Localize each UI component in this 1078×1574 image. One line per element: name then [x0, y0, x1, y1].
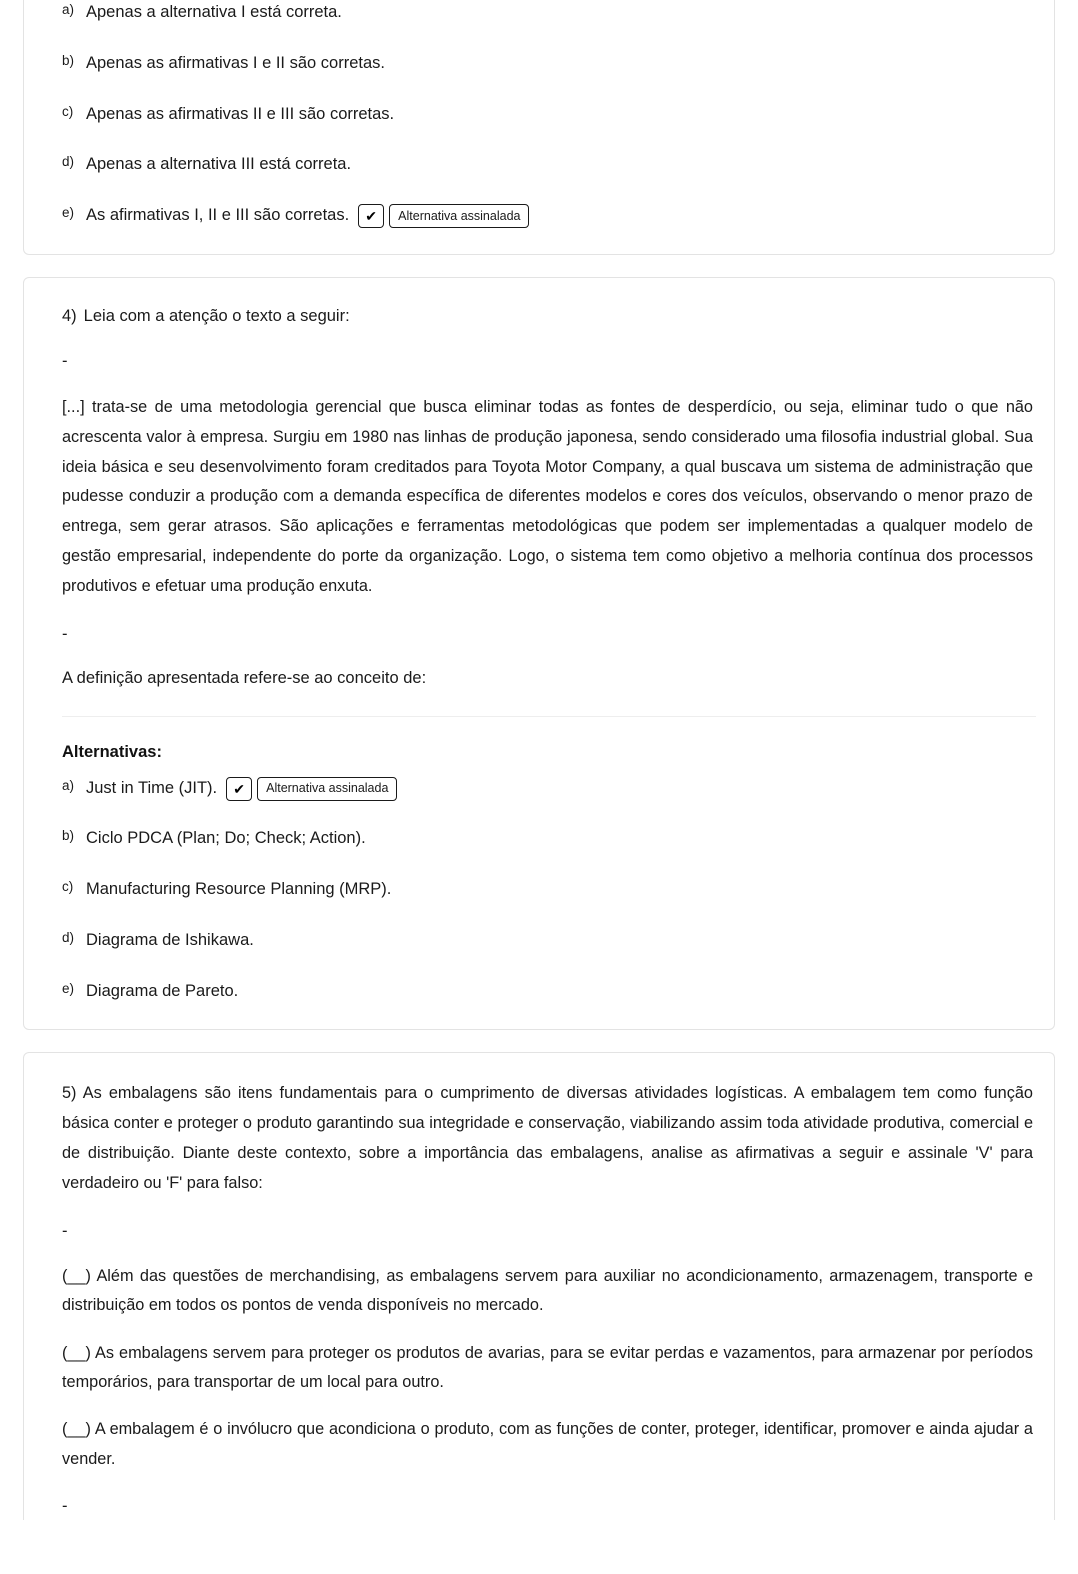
alternative-text: Ciclo PDCA (Plan; Do; Check; Action). [86, 829, 366, 848]
question-heading-text: Leia com a atenção o texto a seguir: [83, 306, 350, 325]
true-false-statement[interactable]: (__) Além das questões de merchandising, as embalagens servem para auxiliar no acondicionamento, armazenagem, transporte e distribuição em todos os pontos de venda disponíveis no mercado. [62, 1267, 1033, 1315]
alternatives-heading: Alternativas: [62, 742, 162, 761]
alternative-option[interactable] [62, 826, 1036, 851]
question-number: 4) [62, 306, 77, 325]
alternative-option[interactable] [62, 928, 1036, 953]
question-card-5 [23, 1052, 1055, 1519]
alternative-text: As afirmativas I, II e III são corretas. [86, 206, 350, 224]
alternative-option[interactable] [62, 102, 1036, 127]
question-4-passage: [...] trata-se de uma metodologia gerencial que busca eliminar todas as fontes de desperdício, ou seja, eliminar tudo o que não acrescenta valor à empresa. Surgiu em 1980 nas linhas de produção japonesa, sendo considerado uma filosofia industrial global. Sua ideia básica e seu desenvolvimento foram creditados para Toyota Motor Company, a qual buscava um sistema de administração que pudesse conduzir a produção com a demanda específica de diferentes modelos e cores dos veículos, observando o menor prazo de entrega, sem gerar atrasos. São aplicações e ferramentas metodológicas que podem ser implementadas a qualquer modelo de gestão empresarial, independente do porte da organização. Logo, o sistema tem como objetivo a melhoria contínua dos processos produtivos e efetuar uma produção enxuta. [62, 397, 1033, 595]
alternative-text: Diagrama de Ishikawa. [86, 930, 254, 949]
alternative-letter: d) [62, 929, 75, 945]
alternative-option[interactable] [62, 51, 1036, 76]
marked-badge-label: Alternativa assinalada [389, 204, 529, 228]
true-false-statement[interactable]: (__) A embalagem é o invólucro que acondiciona o produto, com as funções de conter, proteger, identificar, promover e ainda ajudar a vender. [62, 1420, 1033, 1468]
check-icon: ✔ [226, 777, 252, 801]
alternative-text: Apenas a alternativa III está correta. [86, 155, 352, 174]
true-false-statements [44, 1262, 1036, 1474]
alternative-option[interactable] [62, 152, 1036, 177]
alternative-text: Apenas as afirmativas I e II são corretas. [86, 53, 385, 72]
alternative-option-selected[interactable] [62, 776, 1036, 801]
marked-badge [358, 204, 529, 228]
true-false-statement[interactable]: (__) As embalagens servem para proteger os produtos de avarias, para se evitar perdas e vazamentos, para armazenar por períodos temporários, para transportar de um local para outro. [62, 1343, 1033, 1392]
question-4-heading [44, 304, 1036, 330]
marked-badge-label: Alternativa assinalada [257, 777, 397, 801]
alternative-letter: c) [62, 879, 74, 895]
alternative-letter: a) [62, 2, 75, 17]
alternative-text: Apenas as afirmativas II e III são corretas. [86, 104, 395, 123]
alternatives-list-q4 [44, 776, 1036, 1004]
alternative-letter: b) [62, 52, 75, 68]
alternative-text: Apenas a alternativa I está correta. [86, 3, 342, 21]
alternative-text: Diagrama de Pareto. [86, 981, 239, 1000]
marked-badge [226, 777, 397, 801]
alternative-letter: d) [62, 154, 75, 170]
question-card-4 [23, 277, 1055, 1031]
alternative-text: Manufacturing Resource Planning (MRP). [86, 880, 392, 899]
alternative-text: Just in Time (JIT). [86, 778, 218, 797]
alternative-option[interactable] [62, 979, 1036, 1004]
separator-dash-bottom: - [62, 624, 68, 643]
alternative-option-selected[interactable] [62, 203, 1036, 228]
alternative-option[interactable] [62, 0, 1036, 25]
separator-dash-top: - [62, 1221, 68, 1240]
alternative-letter: b) [62, 828, 75, 844]
alternative-letter: e) [62, 205, 75, 220]
separator-dash-top: - [62, 352, 68, 371]
alternatives-list-q3 [44, 0, 1036, 228]
question-5-statement: 5) As embalagens são itens fundamentais para o cumprimento de diversas atividades logísticas. A embalagem tem como função básica conter e proteger o produto garantindo sua integridade e conservação, viabilizando assim toda atividade produtiva, comercial e de distribuição. Diante deste contexto, sobre a importância das embalagens, analise as afirmativas a seguir e assinale 'V' para verdadeiro ou 'F' para falso: [62, 1084, 1033, 1192]
question-4-lead: A definição apresentada refere-se ao conceito de: [62, 669, 427, 688]
question-card-3-tail [23, 0, 1055, 255]
check-icon: ✔ [358, 204, 384, 228]
alternative-letter: c) [62, 103, 74, 119]
separator-dash-bottom: - [62, 1497, 68, 1516]
alternative-letter: a) [62, 777, 75, 793]
section-divider [62, 716, 1036, 717]
alternative-option[interactable] [62, 877, 1036, 902]
alternative-letter: e) [62, 980, 75, 996]
